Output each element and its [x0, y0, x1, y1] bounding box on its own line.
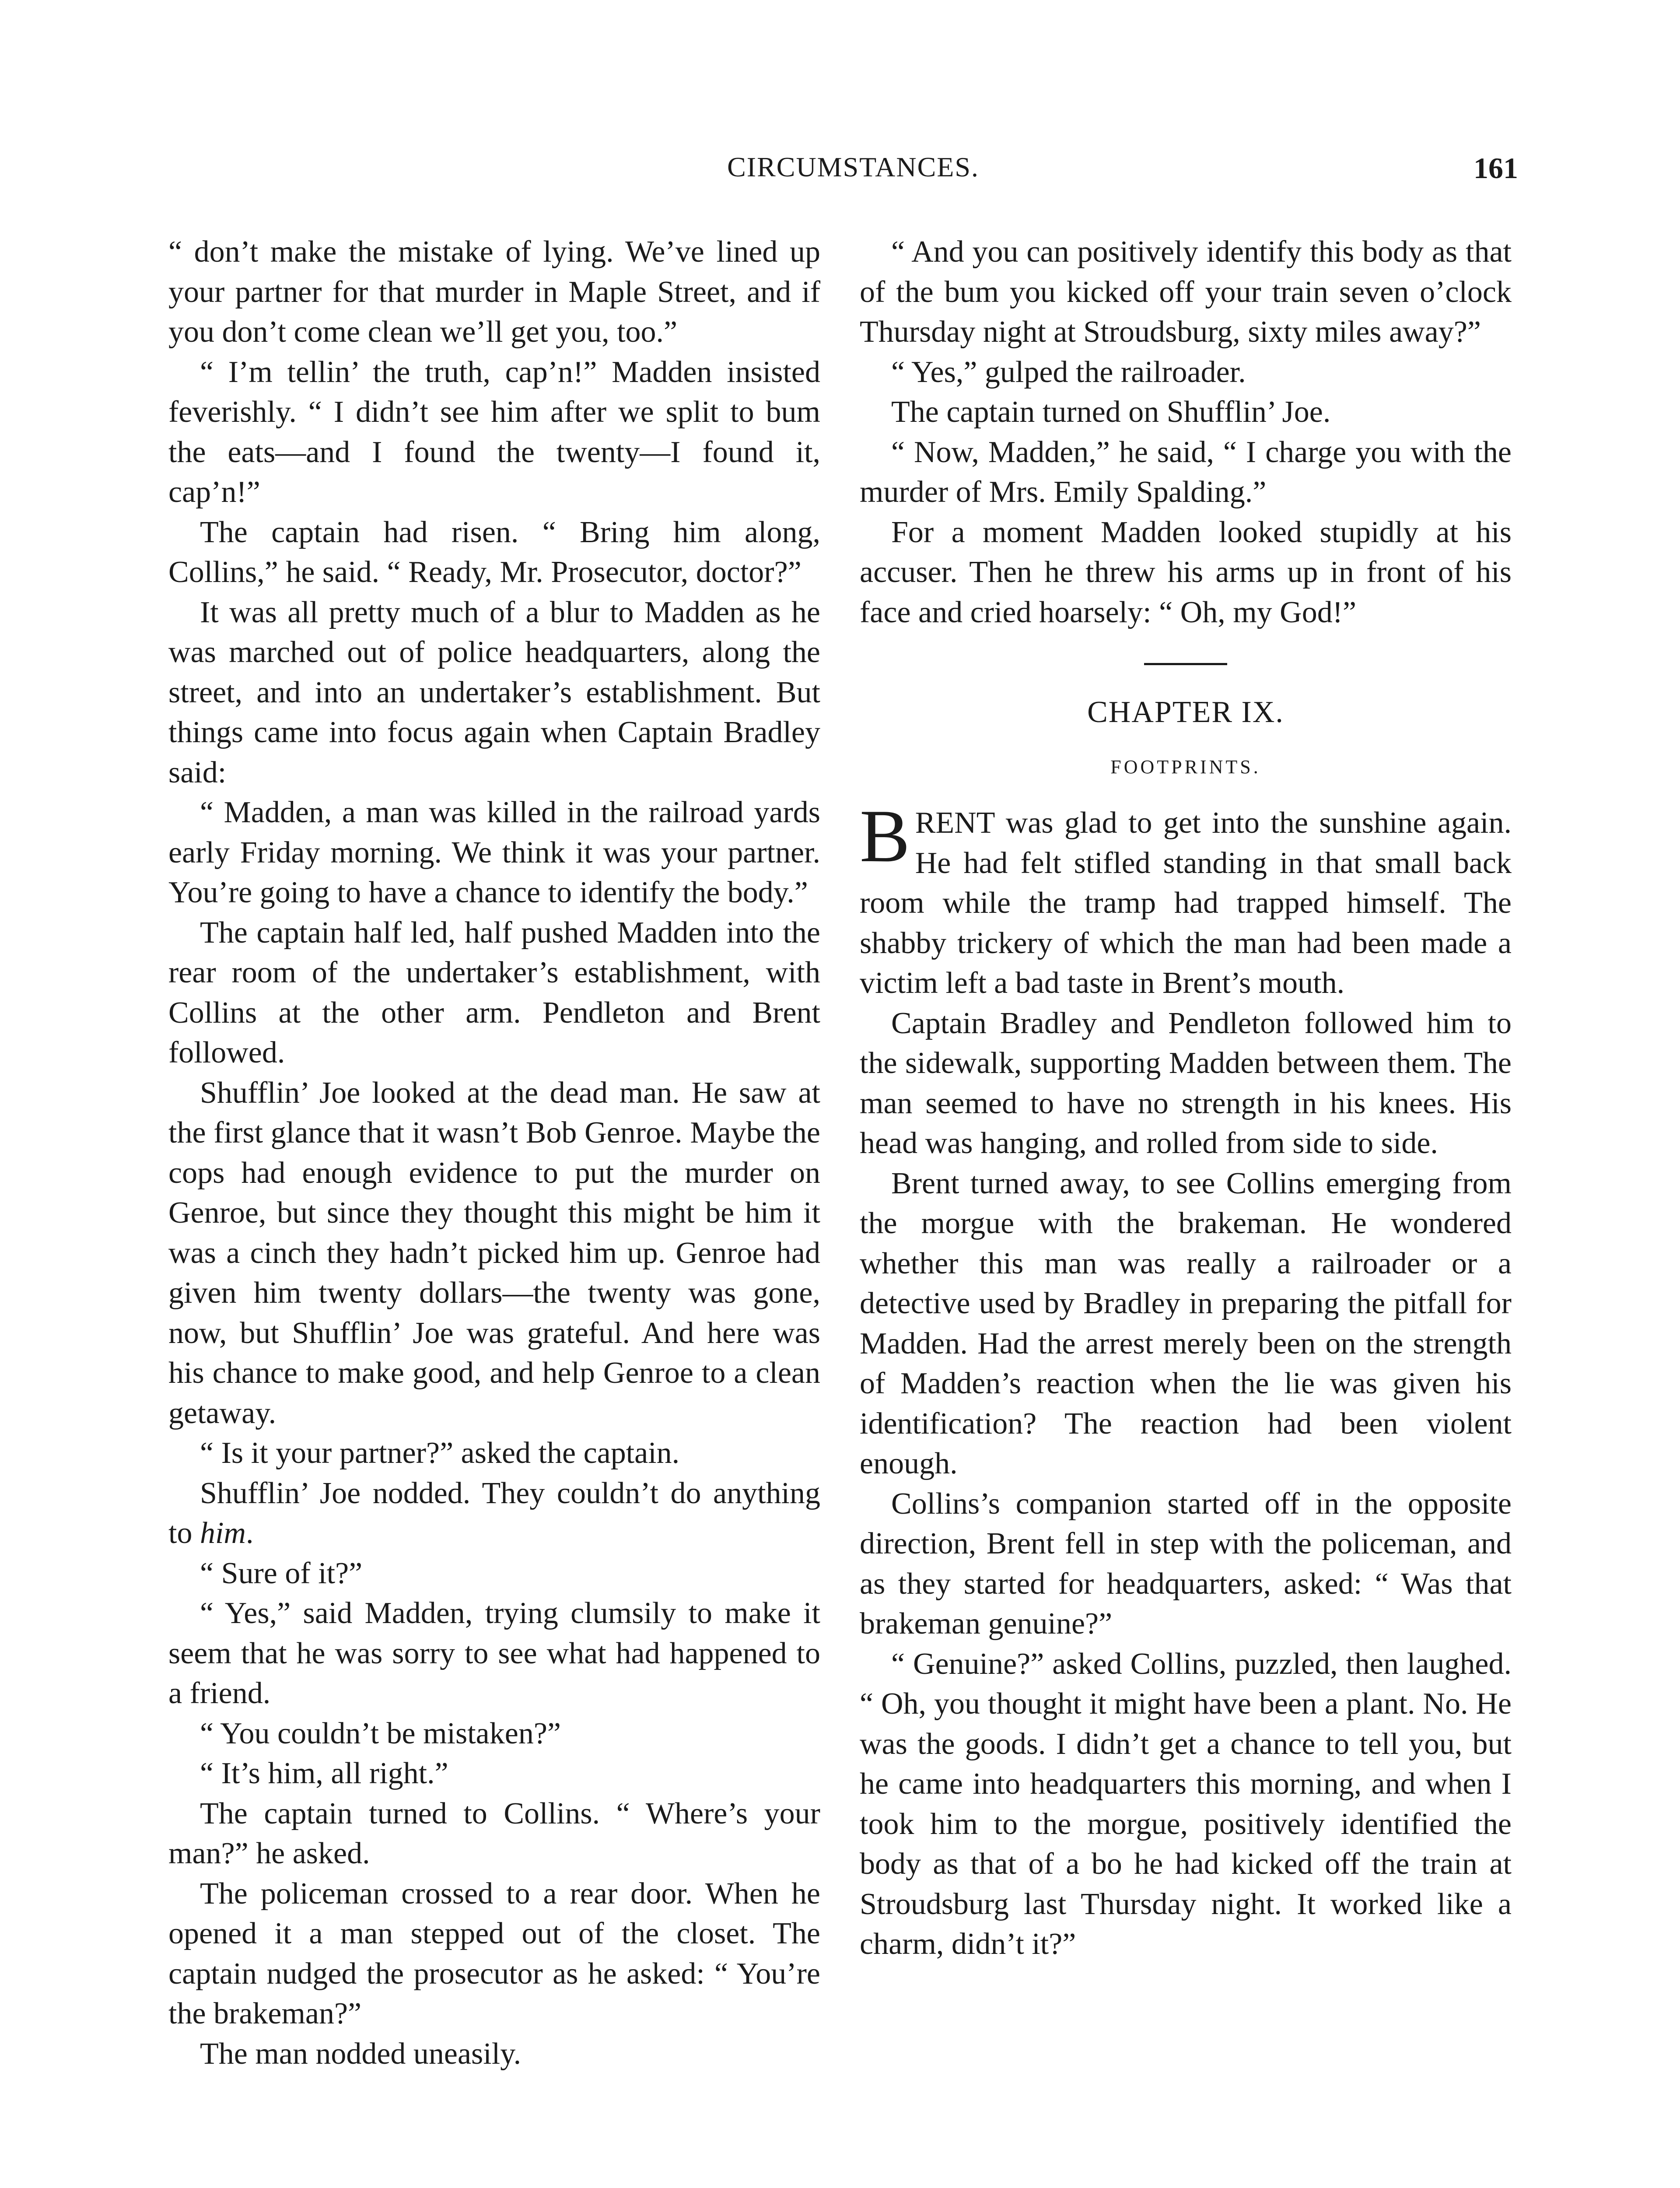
drop-cap: B: [860, 795, 910, 878]
chapter-title: CHAPTER IX.: [1087, 695, 1284, 729]
right-column: [860, 232, 1512, 1964]
paragraph: The captain turned to Collins. “ Where’s your man?” he asked.: [168, 1796, 820, 1870]
paragraph: “ You couldn’t be mistaken?”: [200, 1716, 561, 1750]
emphasis-word: him: [200, 1516, 246, 1550]
running-title: CIRCUMSTANCES.: [727, 151, 979, 182]
paragraph: It was all pretty much of a blur to Madden as he was marched out of police headquarters, along the street, and into an undertaker’s establishment. But things came into focus again when Captain Bradley said:: [168, 595, 820, 789]
paragraph: The captain half led, half pushed Madden into the rear room of the undertaker’s establishment, with Collins at the other arm. Pendleton and Brent followed.: [168, 915, 820, 1069]
paragraph: “ Sure of it?”: [200, 1556, 363, 1590]
paragraph: “ Genuine?” asked Collins, puzzled, then laughed. “ Oh, you thought it might have been a plant. No. He was the goods. I didn’t get a chance to tell you, but he came into headquarters this morning, and when I took him to the morgue, positively identified the body as that of a bo he had kicked off the train at Stroudsburg last Thursday night. It worked like a charm, didn’t it?”: [860, 1647, 1512, 1961]
emphasis-tail: .: [245, 1516, 254, 1550]
paragraph-text: Shufflin’ Joe nodded. They couldn’t do anything to: [168, 1476, 820, 1550]
section-divider: [1144, 663, 1227, 665]
paragraph: The policeman crossed to a rear door. When he opened it a man stepped out of the closet. The captain nudged the prosecutor as he asked: “ You’re the brakeman?”: [168, 1876, 820, 2030]
paragraph: “ I’m tellin’ the truth, cap’n!” Madden insisted feverishly. “ I didn’t see him after we split to bum the eats—and I found the twenty—I found it, cap’n!”: [168, 355, 820, 509]
paragraph: “ Yes,” gulped the railroader.: [891, 355, 1246, 389]
paragraph: “ And you can positively identify this body as that of the bum you kicked off your train seven o’clock Thursday night at Stroudsburg, sixty miles away?”: [860, 235, 1512, 349]
paragraph: “ It’s him, all right.”: [200, 1757, 448, 1790]
paragraph: Collins’s companion started off in the opposite direction, Brent fell in step with the policeman, and as they started for headquarters, asked: “ Was that brakeman genuine?”: [860, 1487, 1512, 1641]
paragraph: The captain turned on Shufflin’ Joe.: [891, 395, 1331, 429]
paragraph: “ Yes,” said Madden, trying clumsily to make it seem that he was sorry to see what had happened to a friend.: [168, 1596, 820, 1710]
chapter-subtitle: FOOTPRINTS.: [1110, 756, 1261, 778]
paragraph: Shufflin’ Joe looked at the dead man. He saw at the first glance that it wasn’t Bob Genroe. Maybe the cops had enough evidence to put the murder on Genroe, but since they thought this might be him it was a cinch they hadn’t picked him up. Genroe had given him twenty dollars—the twenty was gone, now, but Shufflin’ Joe was grateful. And here was his chance to make good, and help Genroe to a clean getaway.: [168, 1076, 820, 1430]
left-column: [168, 232, 820, 2074]
paragraph: Brent turned away, to see Collins emerging from the morgue with the brakeman. He wondered whether this man was really a railroader or a detective used by Bradley in preparing the pitfall for Madden. Had the arrest merely been on the strength of Madden’s reaction when the lie was given his identification? The reaction had been violent enough.: [860, 1166, 1512, 1480]
chapter-opening-paragraph: [860, 795, 1512, 1003]
paragraph: Captain Bradley and Pendleton followed him to the sidewalk, supporting Madden between them. The man seemed to have no strength in his knees. His head was hanging, and rolled from side to side.: [860, 1006, 1512, 1160]
paragraph: “ Now, Madden,” he said, “ I charge you with the murder of Mrs. Emily Spalding.”: [860, 435, 1512, 509]
page-number: 161: [1474, 151, 1518, 185]
paragraph-with-emphasis: [168, 1473, 820, 1553]
paragraph: The man nodded uneasily.: [200, 2037, 522, 2071]
paragraph: “ don’t make the mistake of lying. We’ve lined up your partner for that murder in Maple Street, and if you don’t come clean we’ll get you, too.”: [168, 235, 820, 349]
paragraph: For a moment Madden looked stupidly at his accuser. Then he threw his arms up in front of his face and cried hoarsely: “ Oh, my God!”: [860, 515, 1512, 629]
paragraph-text: RENT was glad to get into the sunshine again. He had felt stifled standing in that small back room while the tramp had trapped himself. The shabby trickery of which the man had been made a victim left a bad taste in Brent’s mouth.: [860, 806, 1512, 1000]
paragraph: “ Is it your partner?” asked the captain.: [200, 1436, 680, 1470]
paragraph: The captain had risen. “ Bring him along, Collins,” he said. “ Ready, Mr. Prosecutor, doctor?”: [168, 515, 820, 589]
paragraph: “ Madden, a man was killed in the railroad yards early Friday morning. We think it was your partner. You’re going to have a chance to identify the body.”: [168, 796, 820, 909]
